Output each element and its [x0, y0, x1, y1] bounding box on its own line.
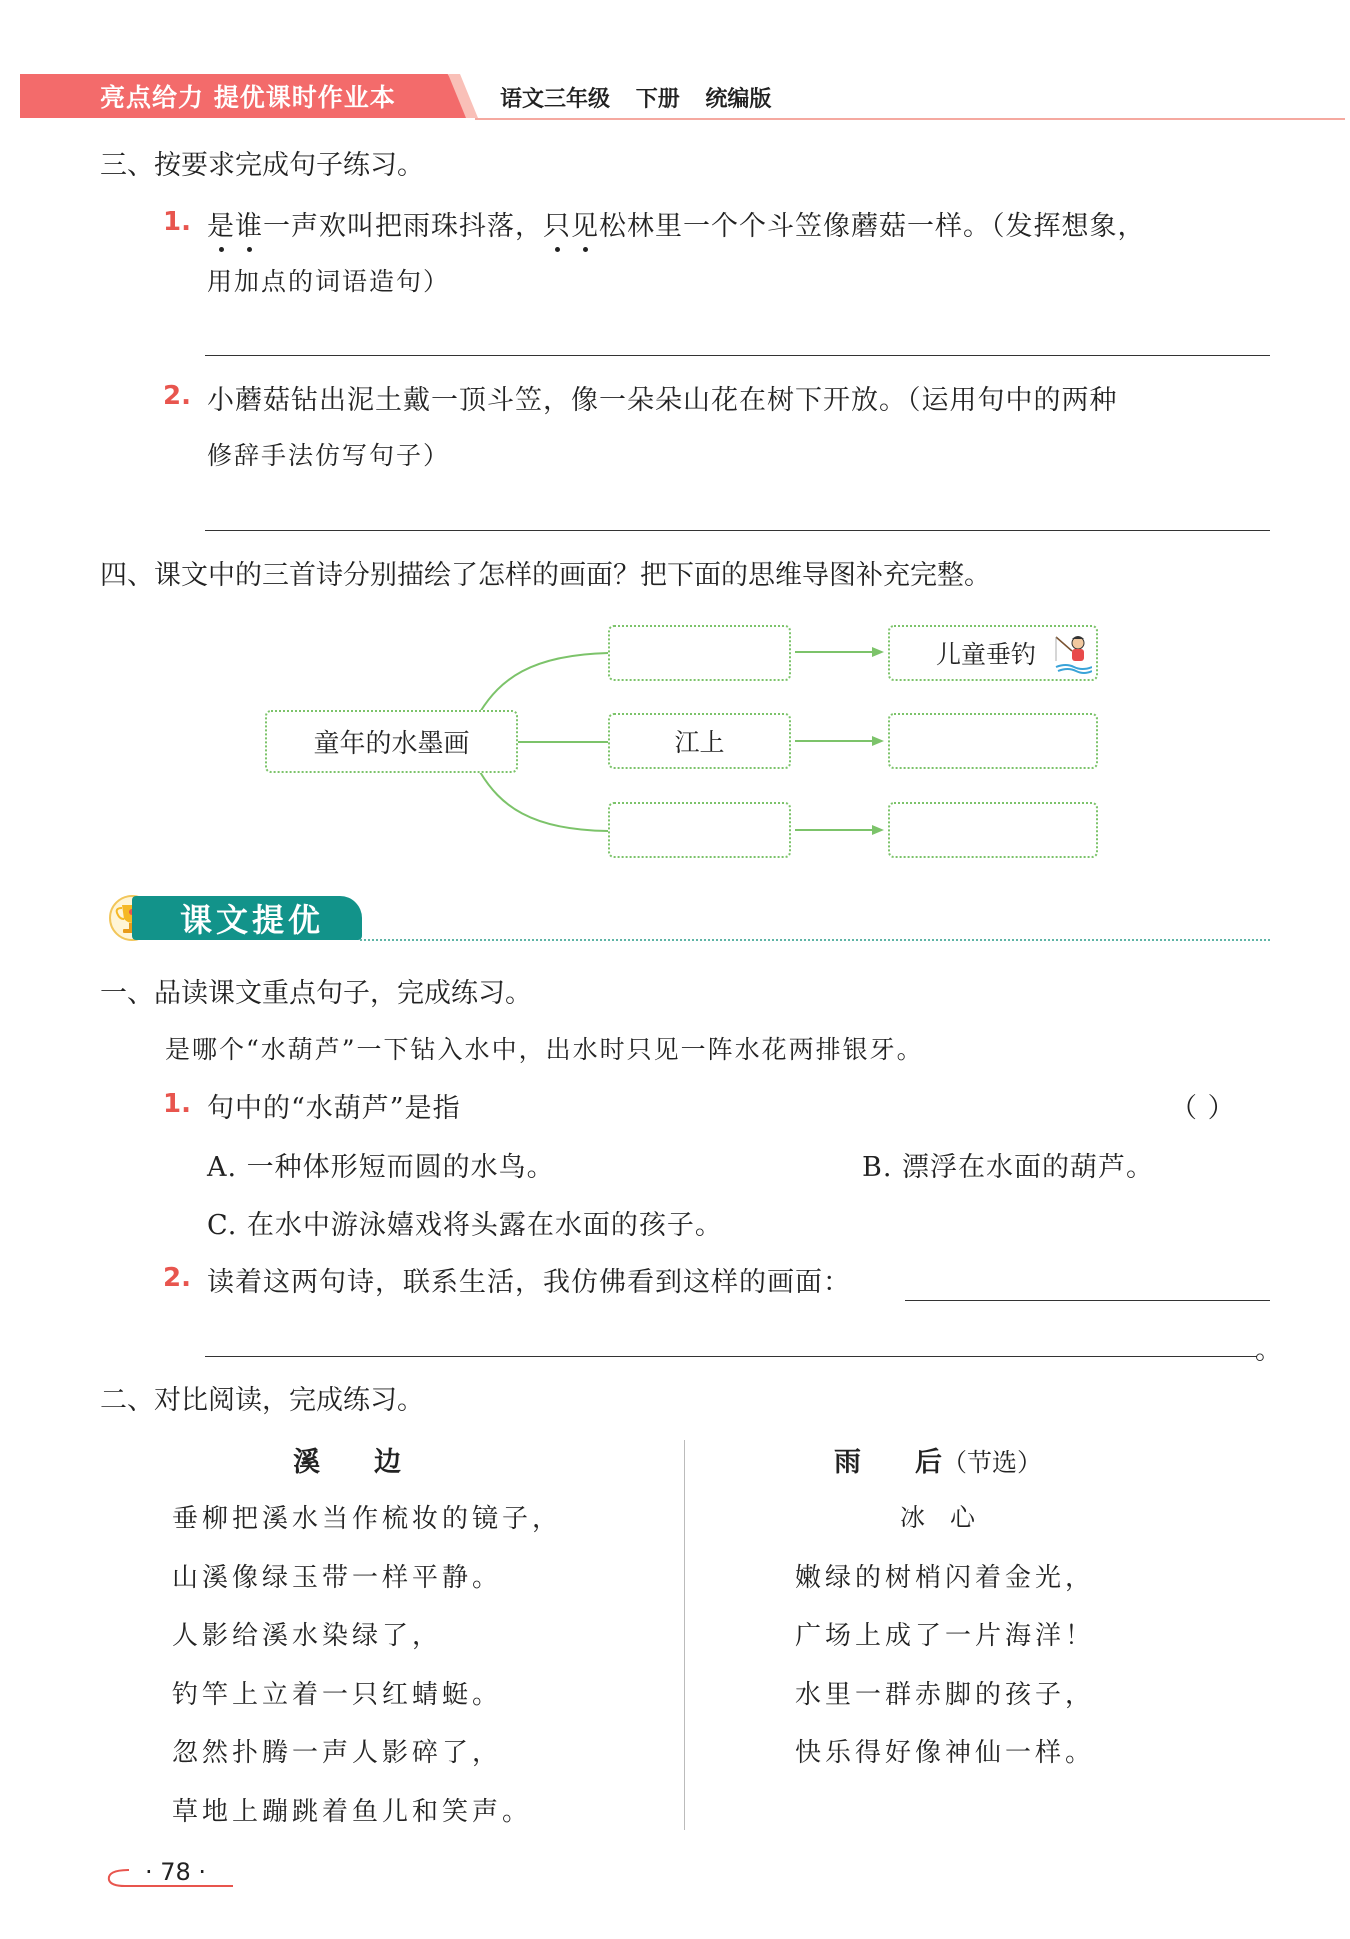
- poem-1-title: 溪 边: [293, 1447, 401, 1478]
- arrow-head-icon: [872, 647, 884, 657]
- p1-q1-option-a[interactable]: A. 一种体形短而圆的水鸟。: [207, 1152, 555, 1183]
- p1-q2-text: 读着这两句诗，联系生活，我仿佛看到这样的画面：: [207, 1267, 851, 1298]
- section-4-heading: 四、课文中的三首诗分别描绘了怎样的画面？把下面的思维导图补充完整。: [100, 560, 991, 591]
- mindmap-middle-2[interactable]: 江上: [608, 713, 791, 769]
- p1-q1-answer-bracket[interactable]: （ ）: [1170, 1093, 1236, 1124]
- poem-1-line: 山溪像绿玉带一样平静。: [172, 1563, 503, 1593]
- page-number: · 78 ·: [145, 1858, 207, 1886]
- branch-bottom: [480, 772, 608, 831]
- volume: 下册: [635, 87, 680, 112]
- mindmap-right-1[interactable]: [888, 625, 1098, 681]
- poem-1-line: 忽然扑腾一声人影碎了，: [172, 1738, 503, 1768]
- poem-1-line: 钓竿上立着一只红蜻蜓。: [172, 1680, 503, 1710]
- poem-2-line: 嫩绿的树梢闪着金光，: [795, 1563, 1096, 1593]
- mindmap-middle-1[interactable]: [608, 625, 791, 681]
- s3-q2-number: 2.: [163, 381, 191, 411]
- s3-q1-text-line2: 用加点的词语造句）: [207, 267, 451, 296]
- emphasis-char: 见: [571, 211, 599, 242]
- poem-2-line: 水里一群赤脚的孩子，: [795, 1680, 1096, 1710]
- poem-2-title: 雨 后: [834, 1447, 942, 1478]
- part-1-heading: 一、品读课文重点句子，完成练习。: [100, 978, 532, 1009]
- poem-2-line: 快乐得好像神仙一样。: [795, 1738, 1096, 1768]
- arrow-head-icon: [872, 825, 884, 835]
- p1-q2-end-mark: 。: [1255, 1335, 1283, 1366]
- mindmap-root: 童年的水墨画: [265, 710, 518, 773]
- mindmap-right-2[interactable]: [888, 713, 1098, 769]
- p1-q1-number: 1.: [163, 1089, 191, 1119]
- answer-line[interactable]: [905, 1300, 1270, 1301]
- arrow-head-icon: [872, 736, 884, 746]
- poem-2-author: 冰 心: [900, 1503, 976, 1532]
- mindmap-middle-3[interactable]: [608, 802, 791, 858]
- badge-rule: [360, 939, 1270, 941]
- answer-line[interactable]: [205, 1356, 1257, 1357]
- poem-1-line: 人影给溪水染绿了，: [172, 1621, 443, 1651]
- text-run: 松林里一个个斗笠像蘑菇一样。（发挥想象，: [599, 211, 1146, 242]
- column-divider: [684, 1440, 685, 1830]
- poem-2-line: 广场上成了一片海洋！: [795, 1621, 1096, 1651]
- p1-q1-text: 句中的“水葫芦”是指: [207, 1093, 461, 1124]
- emphasis-char: 谁: [235, 211, 263, 242]
- s3-q2-text-line2: 修辞手法仿写句子）: [207, 441, 451, 470]
- branch-top: [480, 653, 608, 712]
- p1-q1-option-c[interactable]: C. 在水中游泳嬉戏将头露在水面的孩子。: [207, 1210, 723, 1241]
- edition: 统编版: [705, 87, 772, 112]
- poem-2-title-note: （节选）: [942, 1448, 1043, 1477]
- poem-2-title-row: [834, 1440, 1042, 1479]
- part-2-heading: 二、对比阅读，完成练习。: [100, 1385, 424, 1416]
- s3-q1-number: 1.: [163, 207, 191, 237]
- s3-q2-text-line1: 小蘑菇钻出泥土戴一顶斗笠，像一朵朵山花在树下开放。（运用句中的两种: [207, 385, 1118, 416]
- child-fishing-icon: [1052, 631, 1092, 675]
- emphasis-char: 是: [207, 211, 235, 242]
- mindmap-right-3[interactable]: [888, 802, 1098, 858]
- p1-q1-option-b[interactable]: B. 漂浮在水面的葫芦。: [862, 1152, 1155, 1183]
- lesson-badge-label: 课文提优: [180, 901, 325, 939]
- poem-1-line: 草地上蹦跳着鱼儿和笑声。: [172, 1797, 533, 1827]
- subject: 语文三年级: [500, 87, 611, 112]
- p1-q2-number: 2.: [163, 1263, 191, 1293]
- mindmap-right-1-label: 儿童垂钓: [936, 640, 1037, 669]
- part-1-sentence: 是哪个“水葫芦”一下钻入水中，出水时只见一阵水花两排银牙。: [165, 1035, 924, 1064]
- text-run: 一声欢叫把雨珠抖落，: [263, 211, 543, 242]
- emphasis-char: 只: [543, 211, 571, 242]
- lesson-badge: [132, 896, 362, 940]
- book-title: 亮点给力 提优课时作业本: [100, 83, 396, 112]
- section-3-heading: 三、按要求完成句子练习。: [100, 150, 424, 181]
- poem-1-line: 垂柳把溪水当作梳妆的镜子，: [172, 1504, 563, 1534]
